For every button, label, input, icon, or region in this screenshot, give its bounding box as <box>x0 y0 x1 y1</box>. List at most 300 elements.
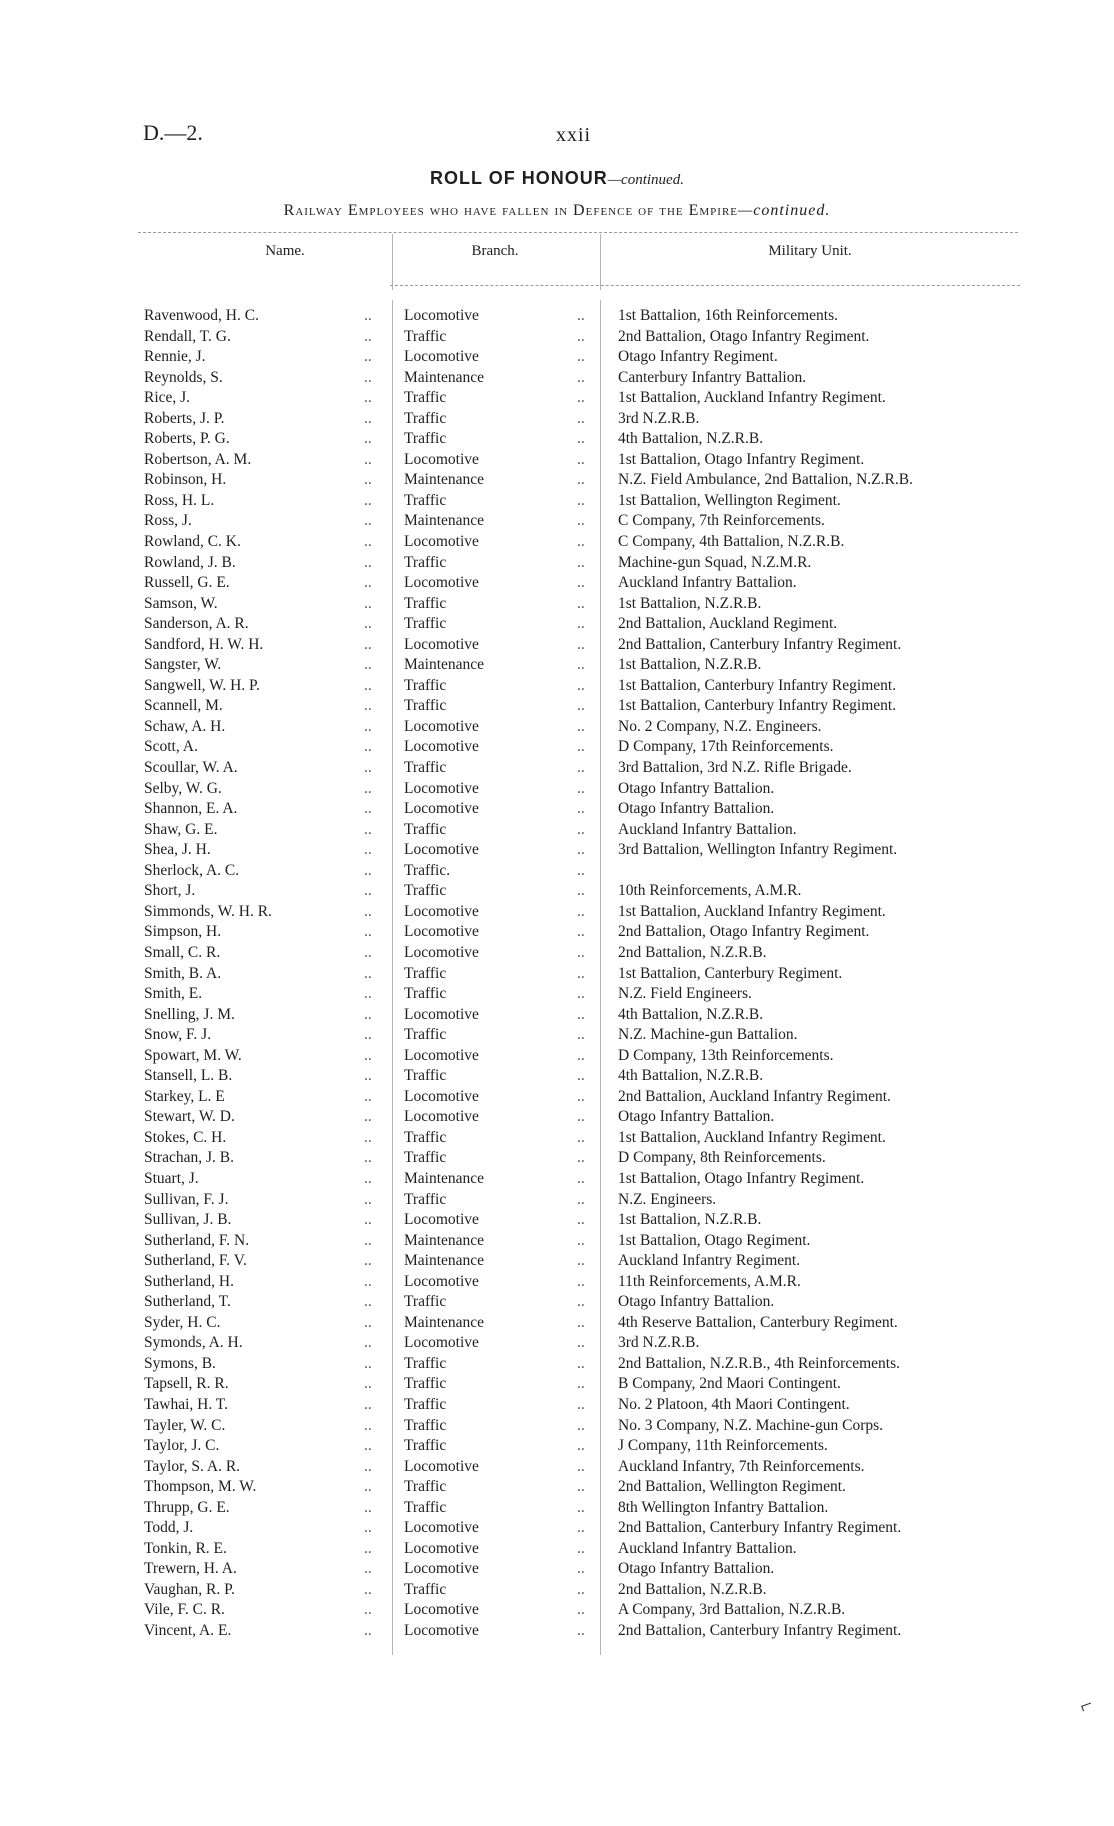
name-cell: Tayler, W. C. <box>144 1416 226 1434</box>
table-row <box>0 696 1114 717</box>
leader-dots: .. <box>577 1498 585 1516</box>
unit-cell: 1st Battalion, N.Z.R.B. <box>618 1211 762 1229</box>
name-cell: Shea, J. H. <box>144 841 211 859</box>
table-row <box>0 861 1114 882</box>
name-cell: Symonds, A. H. <box>144 1334 243 1352</box>
leader-dots: .. <box>364 1334 372 1352</box>
branch-cell: Locomotive <box>404 1211 479 1229</box>
table-row <box>0 922 1114 943</box>
unit-cell: 11th Reinforcements, A.M.R. <box>618 1272 801 1290</box>
table-row <box>0 1251 1114 1272</box>
leader-dots: .. <box>577 1601 585 1619</box>
name-cell: Rowland, J. B. <box>144 553 236 571</box>
column-header-branch: Branch. <box>471 243 519 259</box>
name-cell: Stokes, C. H. <box>144 1128 227 1146</box>
table-row <box>0 409 1114 430</box>
name-cell: Sullivan, F. J. <box>144 1190 229 1208</box>
branch-cell: Maintenance <box>404 471 485 489</box>
leader-dots: .. <box>577 985 585 1003</box>
name-cell: Small, C. R. <box>144 943 221 961</box>
branch-cell: Locomotive <box>404 1046 479 1064</box>
leader-dots: .. <box>364 1087 372 1105</box>
leader-dots: .. <box>577 697 585 715</box>
table-row <box>0 1005 1114 1026</box>
leader-dots: .. <box>364 1437 372 1455</box>
branch-cell: Maintenance <box>404 656 485 674</box>
table-row <box>0 1210 1114 1231</box>
unit-cell: 1st Battalion, Auckland Infantry Regiment. <box>618 389 886 407</box>
leader-dots: .. <box>577 1395 585 1413</box>
table-row <box>0 1190 1114 1211</box>
unit-cell: D Company, 8th Reinforcements. <box>618 1149 826 1167</box>
column-header-unit: Military Unit. <box>768 243 852 259</box>
leader-dots: .. <box>364 800 372 818</box>
leader-dots: .. <box>577 1067 585 1085</box>
name-cell: Rendall, T. G. <box>144 327 231 345</box>
leader-dots: .. <box>577 861 585 879</box>
name-cell: Tapsell, R. R. <box>144 1375 229 1393</box>
leader-dots: .. <box>577 368 585 386</box>
leader-dots: .. <box>364 1293 372 1311</box>
unit-cell: D Company, 17th Reinforcements. <box>618 738 834 756</box>
name-cell: Thrupp, G. E. <box>144 1498 230 1516</box>
unit-cell: 2nd Battalion, Otago Infantry Regiment. <box>618 327 870 345</box>
leader-dots: .. <box>364 1580 372 1598</box>
branch-cell: Locomotive <box>404 348 479 366</box>
name-cell: Spowart, M. W. <box>144 1046 242 1064</box>
branch-cell: Locomotive <box>404 1334 479 1352</box>
unit-cell: Otago Infantry Battalion. <box>618 779 775 797</box>
unit-cell: N.Z. Field Ambulance, 2nd Battalion, N.Z.R.B. <box>618 471 913 489</box>
table-row <box>0 1148 1114 1169</box>
table-row <box>0 758 1114 779</box>
table-row <box>0 1231 1114 1252</box>
leader-dots: .. <box>577 1252 585 1270</box>
branch-cell: Maintenance <box>404 1231 485 1249</box>
name-cell: Vile, F. C. R. <box>144 1601 225 1619</box>
name-cell: Syder, H. C. <box>144 1313 221 1331</box>
leader-dots: .. <box>577 348 585 366</box>
leader-dots: .. <box>364 861 372 879</box>
unit-cell: Machine-gun Squad, N.Z.M.R. <box>618 553 812 571</box>
name-cell: Vaughan, R. P. <box>144 1580 235 1598</box>
table-row <box>0 964 1114 985</box>
table-row <box>0 1374 1114 1395</box>
name-cell: Robertson, A. M. <box>144 450 252 468</box>
table-row <box>0 1580 1114 1601</box>
leader-dots: .. <box>364 779 372 797</box>
table-row <box>0 943 1114 964</box>
leader-dots: .. <box>577 409 585 427</box>
leader-dots: .. <box>364 820 372 838</box>
name-cell: Ross, H. L. <box>144 491 215 509</box>
branch-cell: Locomotive <box>404 800 479 818</box>
table-row <box>0 1436 1114 1457</box>
leader-dots: .. <box>364 1272 372 1290</box>
unit-cell: No. 2 Company, N.Z. Engineers. <box>618 717 822 735</box>
leader-dots: .. <box>577 1334 585 1352</box>
branch-cell: Traffic <box>404 1395 447 1413</box>
unit-cell: N.Z. Engineers. <box>618 1190 717 1208</box>
leader-dots: .. <box>364 1313 372 1331</box>
page-number: xxii <box>556 124 592 146</box>
unit-cell: No. 3 Company, N.Z. Machine-gun Corps. <box>618 1416 884 1434</box>
header-rule <box>390 285 1020 286</box>
unit-cell: 8th Wellington Infantry Battalion. <box>618 1498 829 1516</box>
branch-cell: Traffic <box>404 1498 447 1516</box>
leader-dots: .. <box>577 512 585 530</box>
leader-dots: .. <box>364 676 372 694</box>
table-row <box>0 1600 1114 1621</box>
table-row <box>0 984 1114 1005</box>
unit-cell: N.Z. Field Engineers. <box>618 985 752 1003</box>
leader-dots: .. <box>364 943 372 961</box>
unit-cell: 1st Battalion, Auckland Infantry Regiment. <box>618 902 886 920</box>
leader-dots: .. <box>364 738 372 756</box>
unit-cell: A Company, 3rd Battalion, N.Z.R.B. <box>618 1601 846 1619</box>
unit-cell: 3rd N.Z.R.B. <box>618 409 700 427</box>
leader-dots: .. <box>364 1498 372 1516</box>
leader-dots: .. <box>364 923 372 941</box>
leader-dots: .. <box>577 430 585 448</box>
branch-cell: Traffic <box>404 1437 447 1455</box>
leader-dots: .. <box>577 1149 585 1167</box>
leader-dots: .. <box>364 635 372 653</box>
leader-dots: .. <box>364 656 372 674</box>
branch-cell: Locomotive <box>404 717 479 735</box>
table-row <box>0 1621 1114 1642</box>
leader-dots: .. <box>577 615 585 633</box>
leader-dots: .. <box>364 1149 372 1167</box>
leader-dots: .. <box>577 533 585 551</box>
name-cell: Scoullar, W. A. <box>144 759 238 777</box>
table-row <box>0 1107 1114 1128</box>
branch-cell: Maintenance <box>404 1169 485 1187</box>
leader-dots: .. <box>577 1026 585 1044</box>
table-row <box>0 717 1114 738</box>
leader-dots: .. <box>577 491 585 509</box>
leader-dots: .. <box>577 389 585 407</box>
table-row <box>0 676 1114 697</box>
name-cell: Taylor, S. A. R. <box>144 1457 241 1475</box>
unit-cell: J Company, 11th Reinforcements. <box>618 1437 828 1455</box>
table-row <box>0 327 1114 348</box>
table-row <box>0 1518 1114 1539</box>
branch-cell: Locomotive <box>404 923 479 941</box>
table-row <box>0 306 1114 327</box>
leader-dots: .. <box>577 1087 585 1105</box>
leader-dots: .. <box>364 841 372 859</box>
name-cell: Scott, A. <box>144 738 198 756</box>
name-cell: Simpson, H. <box>144 923 222 941</box>
leader-dots: .. <box>364 1601 372 1619</box>
leader-dots: .. <box>577 820 585 838</box>
subtitle-text: Railway Employees who have fallen in Defence of the Empire <box>283 202 739 219</box>
branch-cell: Traffic <box>404 882 447 900</box>
branch-cell: Locomotive <box>404 779 479 797</box>
table-row <box>0 1539 1114 1560</box>
leader-dots: .. <box>364 1190 372 1208</box>
branch-cell: Traffic <box>404 759 447 777</box>
name-cell: Sutherland, T. <box>144 1293 231 1311</box>
name-cell: Sandford, H. W. H. <box>144 635 264 653</box>
leader-dots: .. <box>577 450 585 468</box>
unit-cell: 2nd Battalion, Canterbury Infantry Regiment. <box>618 1622 902 1639</box>
unit-cell: 2nd Battalion, N.Z.R.B. <box>618 1580 767 1598</box>
name-cell: Tawhai, H. T. <box>144 1395 229 1413</box>
unit-cell: 2nd Battalion, Auckland Infantry Regiment. <box>618 1087 891 1105</box>
leader-dots: .. <box>577 1416 585 1434</box>
branch-cell: Locomotive <box>404 738 479 756</box>
leader-dots: .. <box>577 1519 585 1537</box>
table-row <box>0 1066 1114 1087</box>
branch-cell: Locomotive <box>404 841 479 859</box>
name-cell: Scannell, M. <box>144 697 223 715</box>
unit-cell: 3rd Battalion, Wellington Infantry Regiment. <box>618 841 898 859</box>
name-cell: Ross, J. <box>144 512 192 530</box>
header-divider-1 <box>392 234 393 290</box>
page-subtitle <box>0 202 1114 220</box>
leader-dots: .. <box>577 1580 585 1598</box>
unit-cell: 1st Battalion, Canterbury Infantry Regiment. <box>618 676 897 694</box>
leader-dots: .. <box>364 1252 372 1270</box>
branch-cell: Locomotive <box>404 902 479 920</box>
table-row <box>0 737 1114 758</box>
name-cell: Sutherland, F. V. <box>144 1252 247 1270</box>
leader-dots: .. <box>364 1046 372 1064</box>
leader-dots: .. <box>577 1169 585 1187</box>
unit-cell: Auckland Infantry Battalion. <box>618 1539 797 1557</box>
branch-cell: Traffic <box>404 1067 447 1085</box>
leader-dots: .. <box>364 368 372 386</box>
leader-dots: .. <box>364 759 372 777</box>
table-row <box>0 347 1114 368</box>
leader-dots: .. <box>364 389 372 407</box>
leader-dots: .. <box>577 1313 585 1331</box>
table-row <box>0 1354 1114 1375</box>
branch-cell: Traffic <box>404 327 447 345</box>
subtitle-suffix: —continued. <box>738 202 831 219</box>
name-cell: Stansell, L. B. <box>144 1067 233 1085</box>
unit-cell: 2nd Battalion, Otago Infantry Regiment. <box>618 923 870 941</box>
branch-cell: Traffic <box>404 1416 447 1434</box>
unit-cell: 2nd Battalion, Wellington Regiment. <box>618 1478 846 1496</box>
name-cell: Roberts, J. P. <box>144 409 225 427</box>
name-cell: Russell, G. E. <box>144 574 230 592</box>
table-row <box>0 1416 1114 1437</box>
unit-cell: B Company, 2nd Maori Contingent. <box>618 1375 841 1393</box>
name-cell: Sutherland, H. <box>144 1272 234 1290</box>
leader-dots: .. <box>577 779 585 797</box>
unit-cell: 1st Battalion, Otago Infantry Regiment. <box>618 1169 865 1187</box>
table-row <box>0 1313 1114 1334</box>
top-rule <box>138 232 1018 233</box>
leader-dots: .. <box>364 348 372 366</box>
table-row <box>0 779 1114 800</box>
table-row <box>0 1457 1114 1478</box>
table-row <box>0 368 1114 389</box>
branch-cell: Locomotive <box>404 574 479 592</box>
honour-roll-table <box>0 306 1114 1642</box>
leader-dots: .. <box>364 450 372 468</box>
leader-dots: .. <box>577 1478 585 1496</box>
branch-cell: Maintenance <box>404 1252 485 1270</box>
table-row <box>0 1025 1114 1046</box>
name-cell: Sullivan, J. B. <box>144 1211 232 1229</box>
leader-dots: .. <box>364 1539 372 1557</box>
leader-dots: .. <box>364 882 372 900</box>
leader-dots: .. <box>577 1046 585 1064</box>
table-row <box>0 429 1114 450</box>
unit-cell: Auckland Infantry Battalion. <box>618 574 797 592</box>
leader-dots: .. <box>364 697 372 715</box>
branch-cell: Traffic <box>404 820 447 838</box>
name-cell: Starkey, L. E <box>144 1087 225 1105</box>
branch-cell: Locomotive <box>404 1601 479 1619</box>
branch-cell: Traffic <box>404 985 447 1003</box>
leader-dots: .. <box>364 1005 372 1023</box>
unit-cell: Canterbury Infantry Battalion. <box>618 368 807 386</box>
name-cell: Short, J. <box>144 882 196 900</box>
leader-dots: .. <box>577 923 585 941</box>
branch-cell: Traffic <box>404 1293 447 1311</box>
unit-cell: 3rd N.Z.R.B. <box>618 1334 700 1352</box>
name-cell: Rennie, J. <box>144 348 206 366</box>
name-cell: Sangster, W. <box>144 656 222 674</box>
unit-cell: Auckland Infantry Regiment. <box>618 1252 801 1270</box>
leader-dots: .. <box>364 533 372 551</box>
branch-cell: Locomotive <box>404 1108 479 1126</box>
leader-dots: .. <box>577 1375 585 1393</box>
name-cell: Snow, F. J. <box>144 1026 212 1044</box>
unit-cell: 2nd Battalion, Canterbury Infantry Regiment. <box>618 635 902 653</box>
branch-cell: Traffic <box>404 594 447 612</box>
leader-dots: .. <box>364 964 372 982</box>
name-cell: Vincent, A. E. <box>144 1622 232 1639</box>
leader-dots: .. <box>364 1128 372 1146</box>
leader-dots: .. <box>364 717 372 735</box>
name-cell: Ravenwood, H. C. <box>144 307 259 324</box>
page-title <box>0 168 1114 189</box>
name-cell: Robinson, H. <box>144 471 227 489</box>
page-reference: D.—2. <box>143 120 203 145</box>
table-row <box>0 1292 1114 1313</box>
leader-dots: .. <box>364 512 372 530</box>
leader-dots: .. <box>364 1560 372 1578</box>
leader-dots: .. <box>577 800 585 818</box>
table-row <box>0 1087 1114 1108</box>
branch-cell: Locomotive <box>404 450 479 468</box>
leader-dots: .. <box>364 1211 372 1229</box>
unit-cell: 2nd Battalion, Auckland Regiment. <box>618 615 838 633</box>
name-cell: Samson, W. <box>144 594 218 612</box>
leader-dots: .. <box>577 1354 585 1372</box>
branch-cell: Locomotive <box>404 1457 479 1475</box>
branch-cell: Traffic. <box>404 861 451 879</box>
name-cell: Rowland, C. K. <box>144 533 241 551</box>
unit-cell: Otago Infantry Battalion. <box>618 1108 775 1126</box>
branch-cell: Traffic <box>404 1190 447 1208</box>
leader-dots: .. <box>364 1457 372 1475</box>
name-cell: Reynolds, S. <box>144 368 223 386</box>
unit-cell: C Company, 4th Battalion, N.Z.R.B. <box>618 533 845 551</box>
leader-dots: .. <box>577 1108 585 1126</box>
table-row <box>0 594 1114 615</box>
branch-cell: Locomotive <box>404 1560 479 1578</box>
branch-cell: Locomotive <box>404 1272 479 1290</box>
leader-dots: .. <box>364 1478 372 1496</box>
unit-cell: 1st Battalion, Otago Infantry Regiment. <box>618 450 865 468</box>
name-cell: Simmonds, W. H. R. <box>144 902 272 920</box>
leader-dots: .. <box>577 1457 585 1475</box>
branch-cell: Locomotive <box>404 635 479 653</box>
branch-cell: Locomotive <box>404 1539 479 1557</box>
branch-cell: Traffic <box>404 491 447 509</box>
branch-cell: Traffic <box>404 676 447 694</box>
leader-dots: .. <box>577 471 585 489</box>
name-cell: Sangwell, W. H. P. <box>144 676 260 694</box>
unit-cell: 4th Battalion, N.Z.R.B. <box>618 1005 764 1023</box>
unit-cell: 2nd Battalion, N.Z.R.B., 4th Reinforcements. <box>618 1354 900 1372</box>
leader-dots: .. <box>364 1622 372 1639</box>
name-cell: Shannon, E. A. <box>144 800 238 818</box>
name-cell: Roberts, P. G. <box>144 430 230 448</box>
name-cell: Symons, B. <box>144 1354 216 1372</box>
unit-cell: D Company, 13th Reinforcements. <box>618 1046 834 1064</box>
leader-dots: .. <box>577 1293 585 1311</box>
leader-dots: .. <box>364 1169 372 1187</box>
table-row <box>0 450 1114 471</box>
leader-dots: .. <box>577 882 585 900</box>
name-cell: Shaw, G. E. <box>144 820 218 838</box>
branch-cell: Locomotive <box>404 1622 479 1639</box>
table-row <box>0 1498 1114 1519</box>
table-row <box>0 573 1114 594</box>
table-row <box>0 1477 1114 1498</box>
unit-cell: Otago Infantry Regiment. <box>618 348 778 366</box>
unit-cell: Otago Infantry Battalion. <box>618 1293 775 1311</box>
name-cell: Tonkin, R. E. <box>144 1539 227 1557</box>
leader-dots: .. <box>364 430 372 448</box>
branch-cell: Traffic <box>404 964 447 982</box>
branch-cell: Maintenance <box>404 368 485 386</box>
header-divider-2 <box>600 234 601 290</box>
branch-cell: Traffic <box>404 1128 447 1146</box>
leader-dots: .. <box>577 759 585 777</box>
table-row <box>0 799 1114 820</box>
name-cell: Strachan, J. B. <box>144 1149 234 1167</box>
table-row <box>0 1333 1114 1354</box>
leader-dots: .. <box>364 1354 372 1372</box>
unit-cell: N.Z. Machine-gun Battalion. <box>618 1026 798 1044</box>
unit-cell: 10th Reinforcements, A.M.R. <box>618 882 802 900</box>
unit-cell: 1st Battalion, Canterbury Infantry Regiment. <box>618 697 897 715</box>
leader-dots: .. <box>364 1375 372 1393</box>
unit-cell: 1st Battalion, Canterbury Regiment. <box>618 964 843 982</box>
table-row <box>0 388 1114 409</box>
unit-cell: 2nd Battalion, Canterbury Infantry Regiment. <box>618 1519 902 1537</box>
unit-cell: 1st Battalion, N.Z.R.B. <box>618 656 762 674</box>
branch-cell: Traffic <box>404 697 447 715</box>
leader-dots: .. <box>577 594 585 612</box>
leader-dots: .. <box>364 985 372 1003</box>
leader-dots: .. <box>364 1416 372 1434</box>
table-row <box>0 820 1114 841</box>
leader-dots: .. <box>577 1005 585 1023</box>
leader-dots: .. <box>577 717 585 735</box>
leader-dots: .. <box>364 1026 372 1044</box>
leader-dots: .. <box>577 307 585 324</box>
